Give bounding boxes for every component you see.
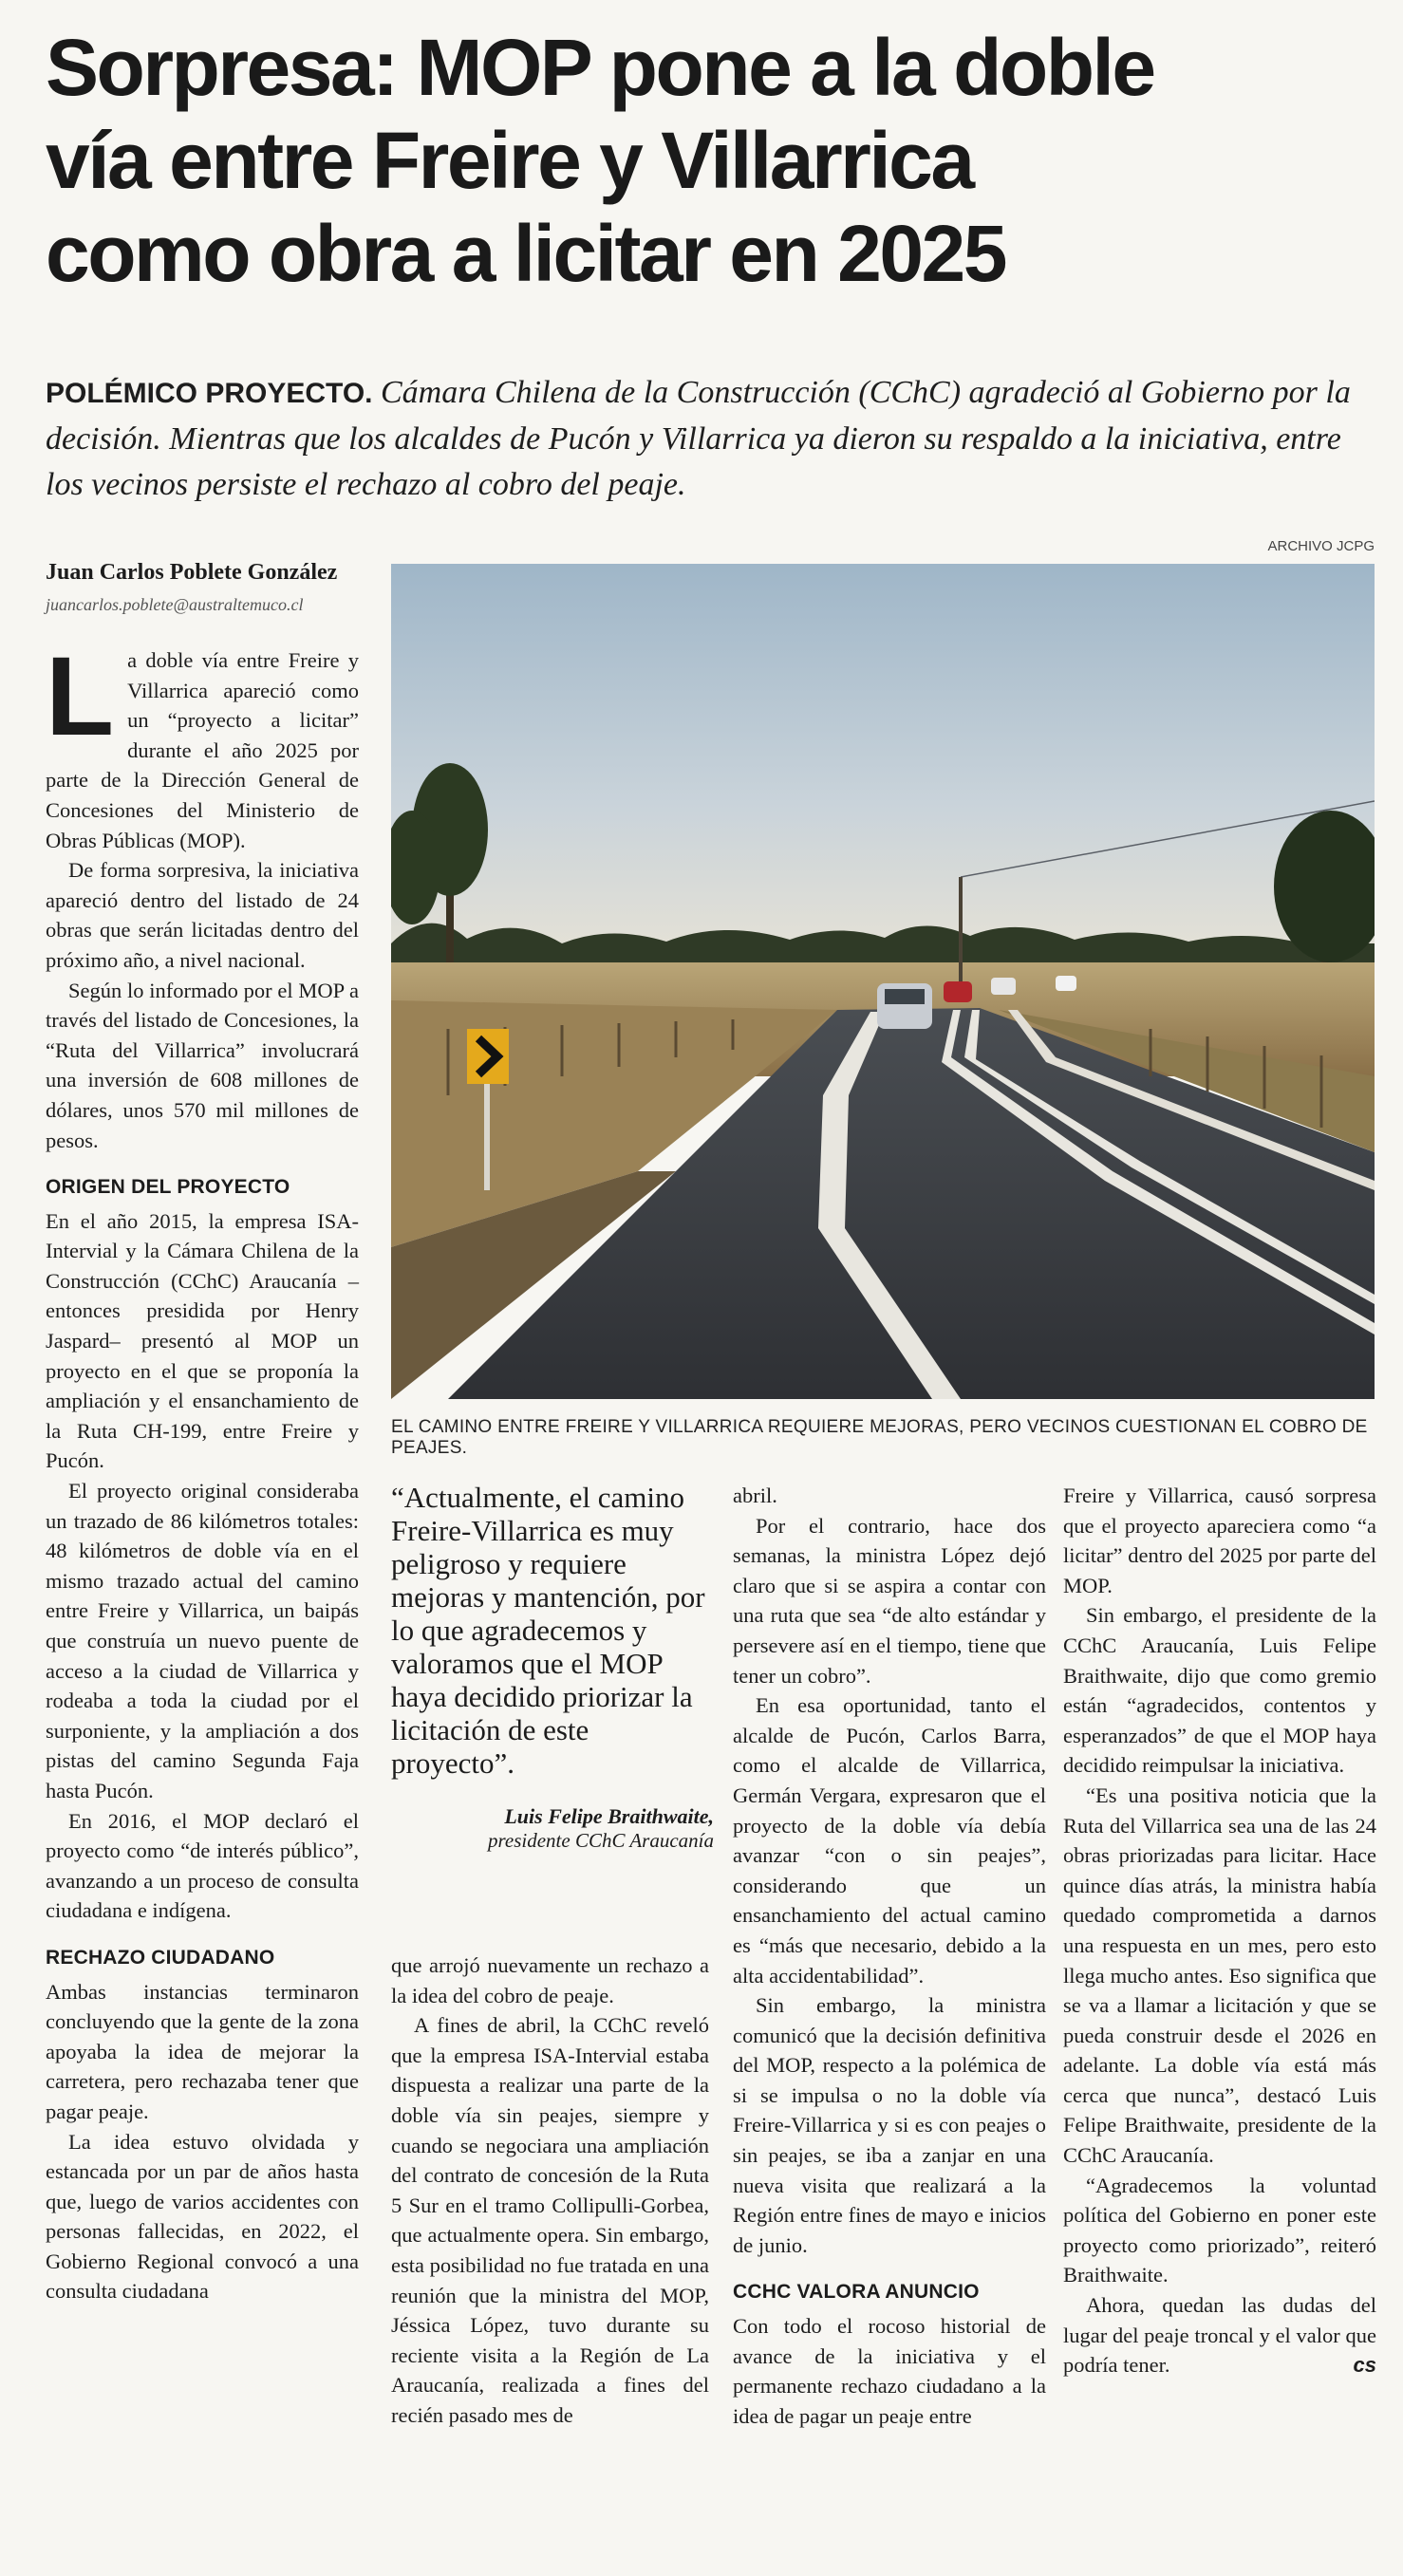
article-column-1 (46, 634, 359, 2306)
article-paragraph: En 2016, el MOP declaró el proyecto como “de interés público”, avanzando a un proceso de consulta ciudadana e indígena. (46, 1808, 359, 1923)
section-heading: CCHC VALORA ANUNCIO (733, 2281, 980, 2304)
section-heading: RECHAZO CIUDADANO (46, 1946, 275, 1969)
article-paragraph: que arrojó nuevamente un rechazo a la idea del cobro de peaje. (391, 1953, 709, 2007)
article-column-3 (733, 1481, 1046, 2431)
author-email[interactable]: juancarlos.poblete@australtemuco.cl (46, 595, 304, 614)
end-mark: cs (1353, 2353, 1376, 2378)
article-paragraph: “Es una positiva noticia que la Ruta del Villarrica sea una de las 24 obras priorizadas para licitar. Hace quince días atrás, la ministra había quedado comprometida a darnos una respuesta en un mes, pero esto llega mucho antes. Eso significa que se va a llamar a licitación y que se pueda construir desde el 2026 en adelante. La doble vía está más cerca que nunca”, destacó Luis Felipe Braithwaite, presidente de la CChC Araucanía. (1063, 1783, 1376, 2168)
article-paragraph: En el año 2015, la empresa ISA-Intervial y la Cámara Chilena de la Construcción (CChC) Araucanía –entonces presidida por Henry Jaspard– presentó al MOP un proyecto en el que se proponía la ampliación y el ensanchamiento de la Ruta CH-199, entre Freire y Pucón. (46, 1208, 359, 1473)
article-paragraph: La idea estuvo olvidada y estancada por un par de años hasta que, luego de varios accidentes con personas fallecidas, en 2022, el Gobierno Regional convocó a una consulta ciudadana (46, 2129, 359, 2304)
article-paragraph: Según lo informado por el MOP a través del listado de Concesiones, la “Ruta del Villarrica” involucrará una inversión de 608 millones de dólares, unos 570 mil millones de pesos. (46, 978, 359, 1152)
article-paragraph: El proyecto original consideraba un trazado de 86 kilómetros totales: 48 kilómetros de doble vía en el mismo trazado actual del camino entre Freire y Villarrica, un baipás que construía un nuevo puente de acceso a la ciudad de Villarrica y rodeaba a toda la ciudad por el surponiente, y la ampliación a dos pistas del camino Segunda Faja hasta Pucón. (46, 1479, 359, 1802)
article-paragraph: En esa oportunidad, tanto el alcalde de Pucón, Carlos Barra, como el alcalde de Villarrica, Germán Vergara, expresaron que el proyecto de la doble vía debía avanzar “con o sin peajes”, considerando que un ensanchamiento del actual camino es “más que necesario, debido a la alta accidentabilidad”. (733, 1693, 1046, 1988)
article-paragraph: Por el contrario, hace dos semanas, la ministra López dejó claro que si se aspira a contar con una ruta que sea “de alto estándar y persevere así en el tiempo, tiene que tener un cobro”. (733, 1513, 1046, 1688)
article-paragraph: abril. (733, 1484, 777, 1507)
headline (46, 21, 1365, 300)
article-paragraph: De forma sorpresiva, la iniciativa apareció dentro del listado de 24 obras que serán licitadas dentro del próximo año, a nivel nacional. (46, 858, 359, 972)
photo-credit: ARCHIVO JCPG (1267, 538, 1375, 554)
pull-quote (391, 1481, 714, 1853)
headline-line: como obra a licitar en 2025 (46, 209, 1005, 298)
headline-line: vía entre Freire y Villarrica (46, 116, 973, 205)
article-paragraph: Sin embargo, el presidente de la CChC Araucanía, Luis Felipe Braithwaite, dijo que como gremio están “agradecidos, contentos y esperanzados” de que el MOP haya decidido reimpulsar la iniciativa. (1063, 1603, 1376, 1778)
article-paragraph: Con todo el rocoso historial de avance de la iniciativa y el permanente rechazo ciudadano a la idea de pagar un peaje entre (733, 2314, 1046, 2428)
power-pole (959, 877, 963, 981)
quote-text: “Actualmente, el camino Freire-Villarrica es muy peligroso y requiere mejoras y mantención, por lo que agradecemos y valoramos que el MOP haya decidido priorizar la licitación de este proyecto”. (391, 1481, 705, 1780)
headline-line: Sorpresa: MOP pone a la doble (46, 23, 1154, 112)
lead-kicker: POLÉMICO PROYECTO. (46, 378, 373, 409)
article-paragraph (1063, 2290, 1376, 2380)
article-paragraph: A fines de abril, la CChC reveló que la empresa ISA-Intervial estaba dispuesta a realizar una parte de la doble vía sin peajes, siempre y cuando se negociara una ampliación del contrato de concesión de la Ruta 5 Sur en el tramo Collipulli-Gorbea, que actualmente opera. Sin embargo, esta posibilidad no fue tratada en una reunión que la ministra del MOP, Jéssica López, tuvo durante su reciente visita a la Región de La Araucanía, realizada a fines del recién pasado mes de (391, 2013, 709, 2427)
article-paragraph: Ambas instancias terminaron concluyendo que la gente de la zona apoyaba la idea de mejorar la carretera, pero rechazaba tener que pagar peaje. (46, 1979, 359, 2123)
article-paragraph (46, 634, 359, 855)
author-name: Juan Carlos Poblete González (46, 560, 338, 585)
lead-paragraph (46, 370, 1370, 508)
road-photo (391, 564, 1375, 1399)
sky (391, 564, 1375, 962)
section-heading: ORIGEN DEL PROYECTO (46, 1176, 290, 1199)
article-paragraph: Sin embargo, la ministra comunicó que la decisión definitiva del MOP, respecto a la polémica de si se impulsa o no la doble vía Freire-Villarrica y si es con peajes o sin peajes, se iba a zanjar en una nueva visita que realizará a la Región entre fines de mayo e inicios de junio. (733, 1993, 1046, 2257)
quote-role: presidente CChC Araucanía (488, 1829, 714, 1852)
lead-text: Cámara Chilena de la Construcción (CChC) agradeció al Gobierno por la decisión. Mientras que los alcaldes de Pucón y Villarrica ya dieron su respaldo a la iniciativa, entre los vecinos persiste el rechazo al cobro del peaje. (46, 375, 1351, 502)
article-paragraph: Freire y Villarrica, causó sorpresa que el proyecto apareciera como “a licitar” dentro del 2025 por parte del MOP. (1063, 1484, 1376, 1597)
article-paragraph: “Agradecemos la voluntad política del Gobierno en poner este proyecto como priorizado”, reiteró Braithwaite. (1063, 2173, 1376, 2287)
paragraph-text: a doble vía entre Freire y Villarrica apareció como un “proyecto a licitar” durante el año 2025 por parte de la Dirección General de Concesiones del Ministerio de Obras Públicas (MOP). (46, 648, 359, 852)
article-column-2 (391, 1951, 709, 2431)
article-column-4 (1063, 1481, 1376, 2380)
photo-caption: EL CAMINO ENTRE FREIRE Y VILLARRICA REQUIERE MEJORAS, PERO VECINOS CUESTIONAN EL COBRO DE PEAJES. (391, 1417, 1368, 1458)
byline (46, 560, 359, 615)
drop-cap: L (46, 634, 115, 759)
paragraph-text: Ahora, quedan las dudas del lugar del peaje troncal y el valor que podría tener. (1063, 2293, 1376, 2378)
quote-author: Luis Felipe Braithwaite, (504, 1804, 714, 1828)
